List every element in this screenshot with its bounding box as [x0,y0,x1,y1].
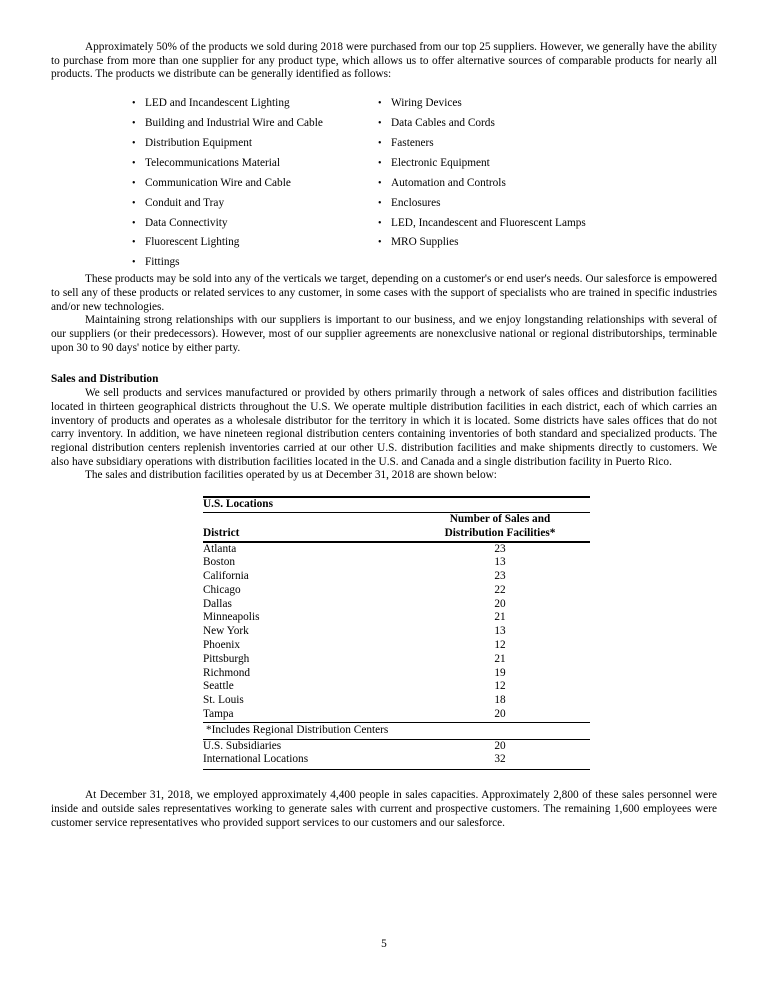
list-item: • Wiring Devices [378,94,717,114]
table-title-row [203,497,590,512]
facility-count: 13 [494,625,506,638]
list-item: • Data Connectivity [132,214,378,234]
district-name: Chicago [203,583,241,596]
product-list-left-column [132,94,378,273]
table-row [203,708,590,722]
list-item: • Conduit and Tray [132,194,378,214]
list-item: • Communication Wire and Cable [132,174,378,194]
table-row [203,639,590,653]
list-item: • Telecommunications Material [132,154,378,174]
table-row [203,598,590,612]
facility-count: 23 [494,542,506,555]
paragraph-suppliers: Approximately 50% of the products we sold during 2018 were purchased from our top 25 suppliers. However, we generally have the ability to purchase from more than one supplier for any product type, which allows us to offer alternative sources of comparable products for nearly all products. The products we distribute can be generally identified as follows: [51,41,717,81]
product-categories-list [132,94,717,273]
table-row [203,680,590,694]
paragraph-verticals: These products may be sold into any of the verticals we target, depending on a customer's or end user's needs. Our salesforce is empowered to sell any of these products or related services to any customer, in some cases with the support of specialists who are trained in specific industries and/or new technologies. [51,273,717,313]
table-row [203,694,590,708]
section-heading-sales-distribution: Sales and Distribution [51,373,159,386]
list-item: • Fluorescent Lighting [132,233,378,253]
table-header-row [203,512,590,541]
summary-label: International Locations [203,753,410,769]
column-header-facilities [410,512,590,541]
district-name: Seattle [203,680,234,693]
facility-count: 20 [494,708,506,721]
facility-count: 20 [494,597,506,610]
facility-count: 21 [494,611,506,624]
facility-count: 23 [494,570,506,583]
product-list-right-column [378,94,717,273]
list-item: • Electronic Equipment [378,154,717,174]
table-footnote: *Includes Regional Distribution Centers [203,722,590,739]
table-row [203,584,590,598]
paragraph-employees: At December 31, 2018, we employed approximately 4,400 people in sales capacities. Approximately 2,800 of these sales personnel were inside and outside sales representatives working to generate sales with current and prospective customers. The remaining 1,600 employees were customer service representatives who provided support services to our customers and our salesforce. [51,789,717,829]
district-name: California [203,570,249,583]
list-item: • LED and Incandescent Lighting [132,94,378,114]
table-row [203,542,590,557]
district-name: New York [203,625,249,638]
list-item: • Automation and Controls [378,174,717,194]
district-name: St. Louis [203,694,244,707]
table-row [203,667,590,681]
table-row [203,570,590,584]
district-name: Minneapolis [203,611,260,624]
facility-count: 18 [494,694,506,707]
facility-count: 19 [494,666,506,679]
district-name: Pittsburgh [203,652,250,665]
column-header-district: District [203,512,410,541]
table-row [203,753,590,769]
facility-count: 22 [494,583,506,596]
list-item: • Fittings [132,253,378,273]
facility-count: 21 [494,652,506,665]
table-row [203,625,590,639]
summary-count: 20 [494,739,506,752]
paragraph-supplier-relationships: Maintaining strong relationships with our suppliers is important to our business, and we enjoy longstanding relationships with several of our suppliers (or their predecessors). However, most of our supplier agreements are nonexclusive national or regional distributorships, terminable upon 30 to 90 days' notice by either party. [51,314,717,354]
table-row [203,653,590,667]
column-header-facilities-line1: Number of Sales and [449,512,551,525]
summary-count: 32 [410,753,590,769]
list-item: • Enclosures [378,194,717,214]
list-item: • MRO Supplies [378,233,717,253]
column-header-facilities-line2: Distribution Facilities* [444,526,556,539]
facility-count: 13 [494,556,506,569]
list-item: • Data Cables and Cords [378,114,717,134]
facility-count: 12 [494,680,506,693]
list-item: • LED, Incandescent and Fluorescent Lamps [378,214,717,234]
table-row [203,556,590,570]
facilities-table [203,496,590,770]
district-name: Boston [203,556,236,569]
district-name: Phoenix [203,639,241,652]
summary-label: U.S. Subsidiaries [203,739,282,752]
list-item: • Fasteners [378,134,717,154]
facility-count: 12 [494,639,506,652]
facilities-table-container [203,496,590,770]
table-row [203,739,590,753]
district-name: Atlanta [203,542,237,555]
table-title: U.S. Locations [203,497,590,512]
district-name: Richmond [203,666,251,679]
district-name: Dallas [203,597,232,610]
table-row [203,611,590,625]
table-footnote-row [203,722,590,739]
paragraph-table-intro: The sales and distribution facilities operated by us at December 31, 2018 are shown below: [85,469,497,482]
paragraph-distribution-network: We sell products and services manufactured or provided by others primarily through a network of sales offices and distribution facilities located in thirteen geographical districts throughout the U.S. We operate multiple distribution facilities in each district, each of which carries an inventory of products and operates as a wholesale distributor for the territory in which it is located. Some districts have sales offices that do not carry inventory. In addition, we have nineteen regional distribution centers containing inventories of both standard and specialized products. The regional distribution centers replenish inventories carried at our other U.S. distribution facilities and make shipments directly to customers. We also have subsidiary operations with distribution facilities located in the U.S. and Canada and a single distribution facility in Puerto Rico. [51,387,717,468]
page-number: 5 [381,938,387,950]
district-name: Tampa [203,708,234,721]
list-item: • Building and Industrial Wire and Cable [132,114,378,134]
list-item: • Distribution Equipment [132,134,378,154]
